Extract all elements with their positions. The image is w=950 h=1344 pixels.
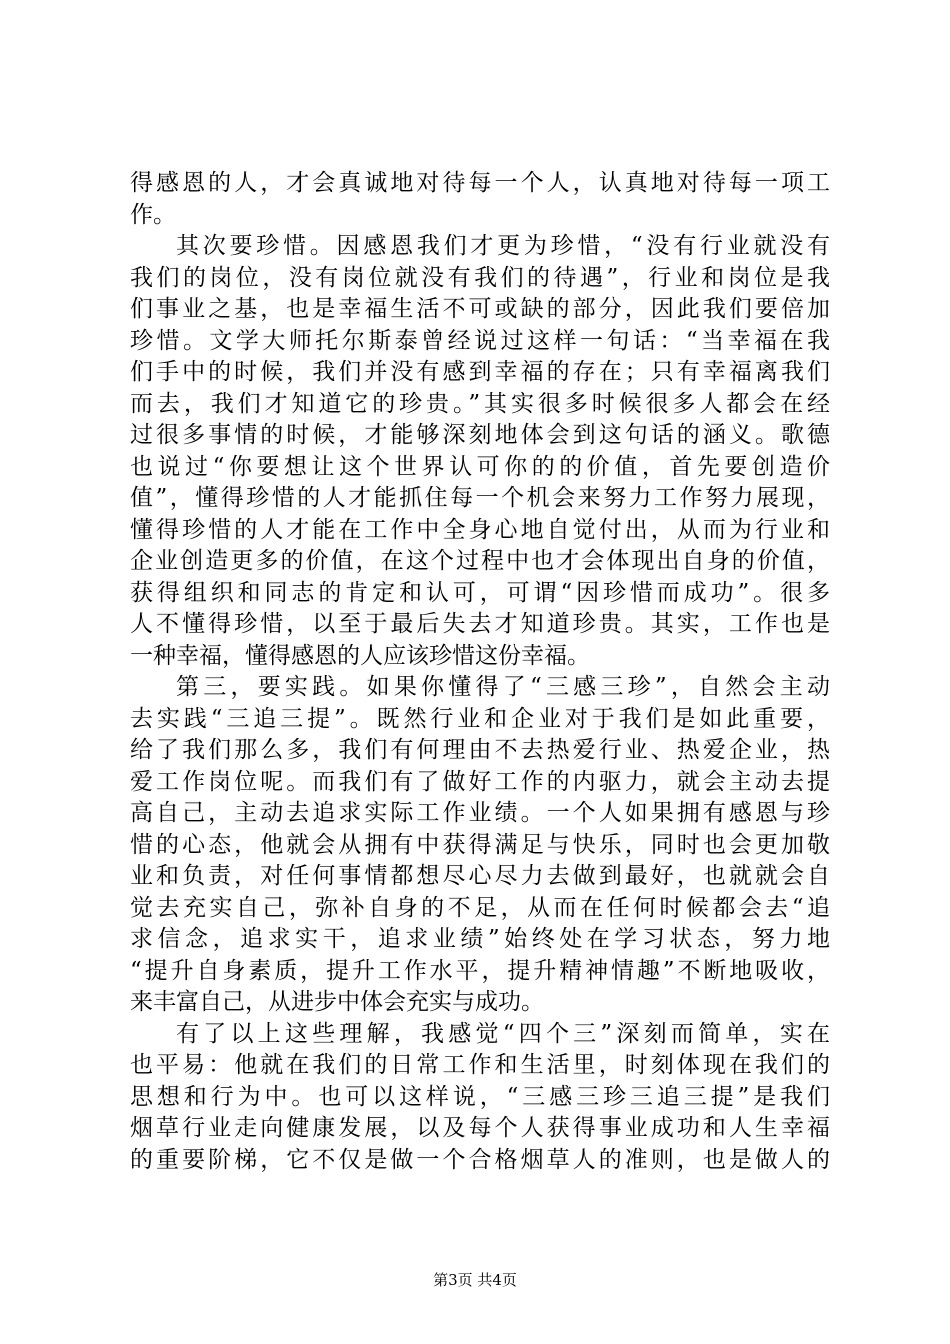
text-line: 们事业之基，也是幸福生活不可或缺的部分，因此我们要倍加 (130, 296, 830, 322)
text-line: 作。 (130, 201, 176, 228)
text-line: 第三，要实践。如果你懂得了“三感三珍”，自然会主动 (176, 674, 830, 700)
text-line: 求信念，追求实干，追求业绩”始终处在学习状态，努力地 (130, 926, 830, 952)
text-line: 爱工作岗位呢。而我们有了做好工作的内驱力，就会主动去提 (130, 768, 830, 795)
text-line: 烟草行业走向健康发展，以及每个人获得事业成功和人生幸福 (130, 1115, 830, 1141)
text-line: 过很多事情的时候，才能够深刻地体会到这句话的涵义。歌德 (130, 422, 830, 448)
text-line: 得感恩的人，才会真诚地对待每一个人，认真地对待每一项工 (130, 170, 830, 196)
text-line: 来丰富自己，从进步中体会充实与成功。 (130, 989, 544, 1015)
text-line: 的重要阶梯，它不仅是做一个合格烟草人的准则，也是做人的 (130, 1146, 830, 1173)
text-line: 也平易：他就在我们的日常工作和生活里，时刻体现在我们的 (130, 1052, 830, 1078)
text-line: 觉去充实自己，弥补自身的不足，从而在任何时候都会去“追 (130, 894, 830, 921)
text-line: 业和负责，对任何事情都想尽心尽力去做到最好，也就就会自 (130, 863, 830, 889)
text-line: 我们的岗位，没有岗位就没有我们的待遇”，行业和岗位是我 (130, 264, 830, 291)
text-line: 一种幸福，懂得感恩的人应该珍惜这份幸福。 (130, 642, 590, 669)
text-line: 高自己，主动去追求实际工作业绩。一个人如果拥有感恩与珍 (130, 800, 830, 826)
text-line: 懂得珍惜的人才能在工作中全身心地自觉付出，从而为行业和 (130, 516, 830, 543)
text-line: 惜的心态，他就会从拥有中获得满足与快乐，同时也会更加敬 (130, 831, 830, 858)
text-line: 获得组织和同志的肯定和认可，可谓“因珍惜而成功”。很多 (130, 579, 830, 606)
text-line: 人不懂得珍惜，以至于最后失去才知道珍贵。其实，工作也是 (130, 611, 830, 637)
text-line: 其次要珍惜。因感恩我们才更为珍惜，“没有行业就没有 (176, 233, 830, 259)
text-line: 企业创造更多的价值，在这个过程中也才会体现出自身的价值， (130, 548, 830, 574)
text-line: 有了以上这些理解，我感觉“四个三”深刻而简单，实在 (176, 1020, 830, 1047)
body-text (130, 168, 830, 1176)
page-footer: 第3页 共4页 (433, 1271, 517, 1289)
text-line: 珍惜。文学大师托尔斯泰曾经说过这样一句话：“当幸福在我 (130, 327, 830, 354)
text-line: 值”，懂得珍惜的人才能抓住每一个机会来努力工作努力展现， (130, 485, 830, 511)
text-line: 而去，我们才知道它的珍贵。”其实很多时候很多人都会在经 (130, 390, 830, 417)
text-line: 思想和行为中。也可以这样说，“三感三珍三追三提”是我们 (130, 1083, 830, 1110)
text-line: 们手中的时候，我们并没有感到幸福的存在；只有幸福离我们 (130, 359, 830, 385)
text-line: “提升自身素质，提升工作水平，提升精神情趣”不断地吸收， (130, 957, 830, 984)
text-line: 去实践“三追三提”。既然行业和企业对于我们是如此重要， (130, 705, 830, 732)
text-line: 也说过“你要想让这个世界认可你的的价值，首先要创造价 (130, 453, 830, 480)
text-line: 给了我们那么多，我们有何理由不去热爱行业、热爱企业，热 (130, 737, 830, 763)
